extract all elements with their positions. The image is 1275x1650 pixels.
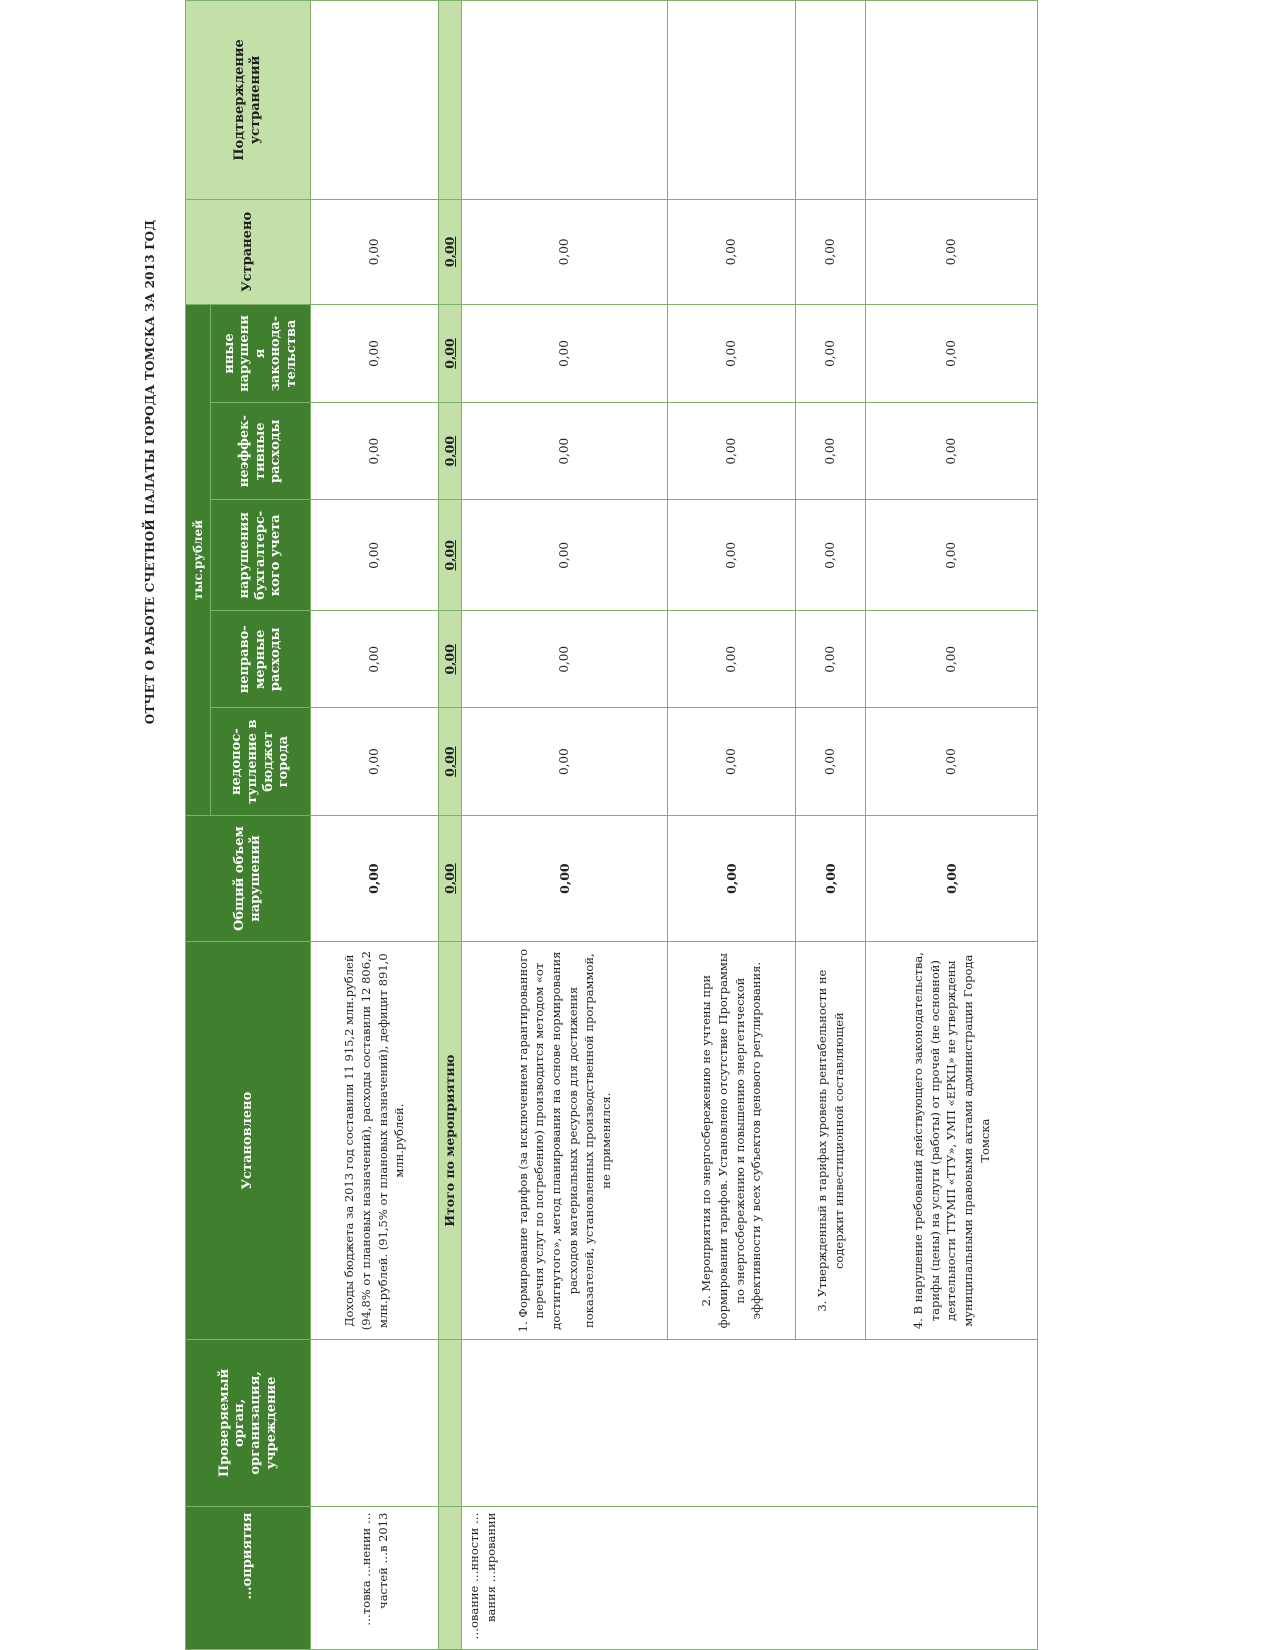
rows-0-c1: 0,00 <box>462 708 668 816</box>
row1-total: 0,00 <box>311 816 439 942</box>
rows-0-confirm <box>462 1 668 200</box>
rows-2-total: 0,00 <box>796 816 866 942</box>
header-org: Проверяемый орган, организация, учреждение <box>186 1340 311 1506</box>
total-c4: 0,00 <box>439 403 462 500</box>
rows-3-c3: 0,00 <box>866 500 1038 611</box>
rows-1-fixed: 0,00 <box>668 199 796 304</box>
rows-2-confirm <box>796 1 866 200</box>
header-col-underpayment: недопос-тупление в бюджет города <box>211 708 311 816</box>
header-fixed: Устранено <box>186 199 311 304</box>
page-title: ОТЧЕТ О РАБОТЕ СЧЕТНОЙ ПАЛАТЫ ГОРОДА ТОМСКА ЗА 2013 ГОД <box>143 219 157 725</box>
total-c1: 0,00 <box>439 708 462 816</box>
rows-2-c4: 0,00 <box>796 403 866 500</box>
rows-1-c5: 0,00 <box>668 304 796 402</box>
row1-c2: 0,00 <box>311 611 439 708</box>
rows-1-confirm <box>668 1 796 200</box>
rows-0-c4: 0,00 <box>462 403 668 500</box>
row1-org <box>311 1340 439 1506</box>
rows-3-c4: 0,00 <box>866 403 1038 500</box>
rows-2-found: 3. Утвержденный в тарифах уровень рентабельности не содержит инвестиционной составляющей <box>796 942 866 1340</box>
total-org <box>439 1340 462 1506</box>
total-c5: 0,00 <box>439 304 462 402</box>
header-total: Общий объем нарушений <box>186 816 311 942</box>
table-row <box>462 1 668 1650</box>
header-confirm: Подтверждение устранений <box>186 1 311 200</box>
header-found: Установлено <box>186 942 311 1340</box>
rows-2-c1: 0,00 <box>796 708 866 816</box>
row1-c5: 0,00 <box>311 304 439 402</box>
rows-0-c5: 0,00 <box>462 304 668 402</box>
total-total: 0,00 <box>439 816 462 942</box>
row1-c3: 0,00 <box>311 500 439 611</box>
rows-3-c5: 0,00 <box>866 304 1038 402</box>
rows-0-c2: 0,00 <box>462 611 668 708</box>
rows-0-c3: 0,00 <box>462 500 668 611</box>
rows-2-c2: 0,00 <box>796 611 866 708</box>
rows-3-confirm <box>866 1 1038 200</box>
row1-fixed: 0,00 <box>311 199 439 304</box>
rows-3-found: 4. В нарушение требований действующего законодательства, тарифы (цены) на услуги (работы) от прочей (не основной) деятельности ТТУМП «ТТУ», УМП «ЕРКЦ» не утверждены муниципальными правовыми актами администрации Города Томска <box>866 942 1038 1340</box>
rows-1-c4: 0,00 <box>668 403 796 500</box>
total-c3: 0,00 <box>439 500 462 611</box>
header-col-accounting: нарушения бухгалтерс-кого учета <box>211 500 311 611</box>
violations-table <box>185 0 1038 1650</box>
header-event: …оприятия <box>186 1506 311 1649</box>
header-units: тыс.рублей <box>186 304 211 815</box>
total-label: Итого по мероприятию <box>439 942 462 1340</box>
rows-3-c1: 0,00 <box>866 708 1038 816</box>
rows-1-found: 2. Мероприятия по энергосбережению не учтены при формировании тарифов. Установлено отсутствие Программы по энергосбережению и повышению энергетической эффективности у всех субъектов ценового регулирования. <box>668 942 796 1340</box>
total-row <box>439 1 462 1650</box>
row1-event: …товка …нении …частей …в 2013 <box>311 1506 439 1649</box>
total-confirm <box>439 1 462 200</box>
rows-2-c3: 0,00 <box>796 500 866 611</box>
header-col-ineffective: неэффек-тивные расходы <box>211 403 311 500</box>
rows-3-c2: 0,00 <box>866 611 1038 708</box>
header-col-other: иные нарушени я законода-тельства <box>211 304 311 402</box>
rows-0-found: 1. Формирование тарифов (за исключением гарантированного перечня услуг по погребению) производится методом «от достигнутого», метод планирования на основе нормирования расходов материальных ресурсов для достижения показателей, установленных производственной программой, не применялся. <box>462 942 668 1340</box>
row1-confirm <box>311 1 439 200</box>
total-fixed: 0,00 <box>439 199 462 304</box>
rows-1-c1: 0,00 <box>668 708 796 816</box>
rows-0-fixed: 0,00 <box>462 199 668 304</box>
rows-3-fixed: 0,00 <box>866 199 1038 304</box>
row1-c4: 0,00 <box>311 403 439 500</box>
total-c2: 0,00 <box>439 611 462 708</box>
rows-1-total: 0,00 <box>668 816 796 942</box>
row1-c1: 0,00 <box>311 708 439 816</box>
event2-label: …ование …нности …вания …ировании <box>462 1506 1038 1649</box>
rows-2-c5: 0,00 <box>796 304 866 402</box>
table-row <box>311 1 439 1650</box>
rows-2-fixed: 0,00 <box>796 199 866 304</box>
total-event <box>439 1506 462 1649</box>
event2-org <box>462 1340 1038 1506</box>
rows-0-total: 0,00 <box>462 816 668 942</box>
rotated-sheet <box>185 0 1275 1650</box>
row1-found: Доходы бюджета за 2013 год составили 11 915,2 млн.рублей (94,8% от плановых назначений), расходы составили 12 806,2 млн.рублей. (91,5% от плановых назначений), дефицит 891,0 млн.рублей. <box>311 942 439 1340</box>
rows-3-total: 0,00 <box>866 816 1038 942</box>
header-col-unlawful: неправо-мерные расходы <box>211 611 311 708</box>
rows-1-c3: 0,00 <box>668 500 796 611</box>
rows-1-c2: 0,00 <box>668 611 796 708</box>
